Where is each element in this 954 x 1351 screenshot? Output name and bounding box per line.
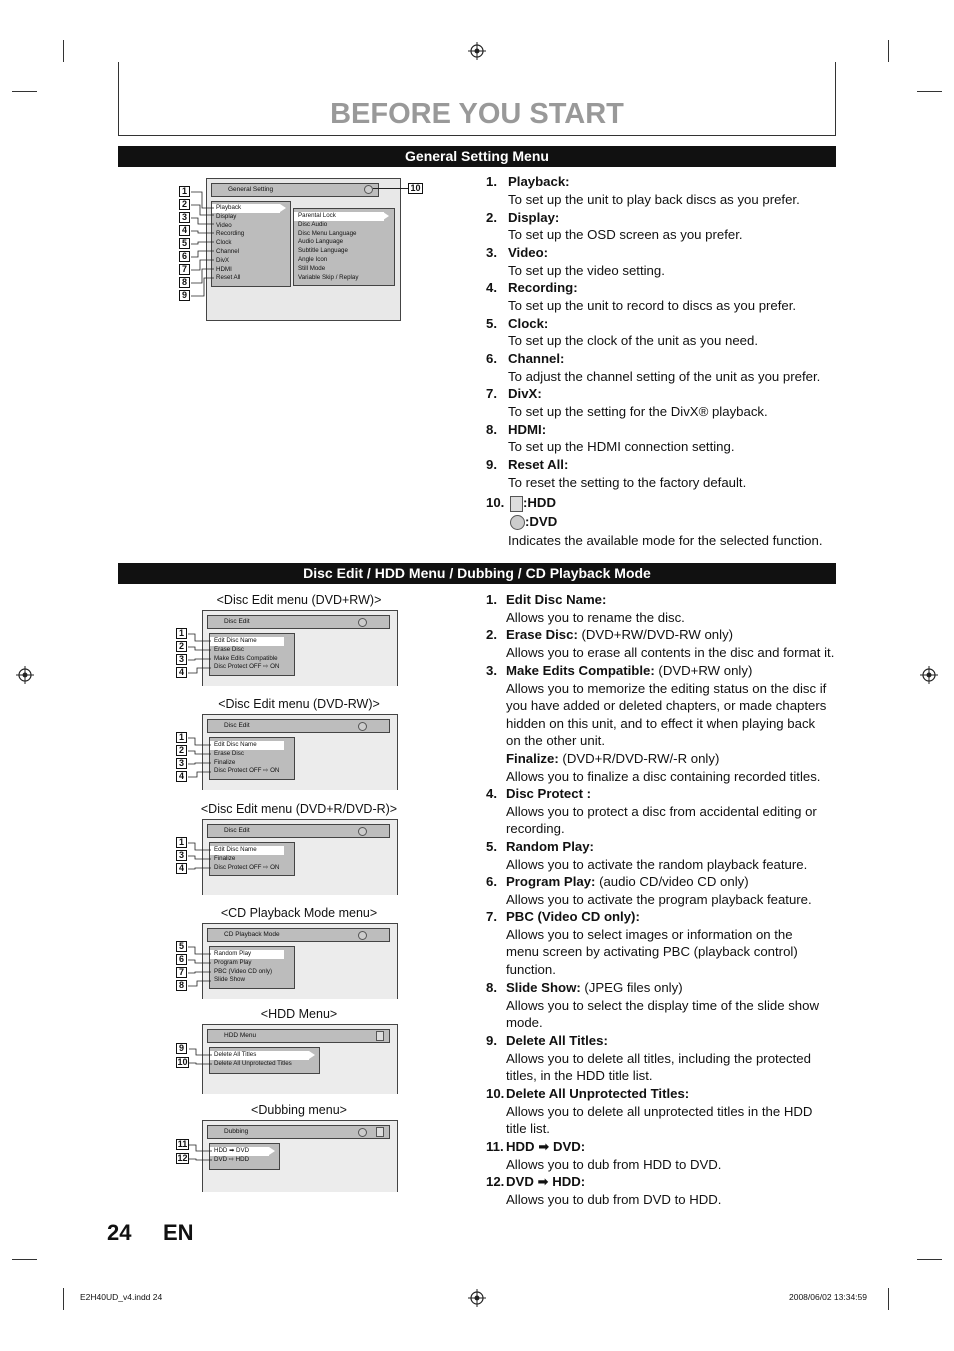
item-number: 9.	[486, 1033, 497, 1048]
item-label: Delete All Unprotected Titles:	[506, 1086, 690, 1101]
callout-leader-line	[373, 188, 408, 189]
item-label: Disc Protect :	[506, 786, 592, 801]
menu-item[interactable]: Delete All Unprotected Titles	[214, 1059, 292, 1067]
callout-number: 3	[176, 758, 187, 769]
crop-mark	[63, 1288, 64, 1310]
dvd-disc-icon	[358, 618, 367, 627]
menu-item-hdmi[interactable]: HDMI	[216, 265, 232, 273]
item-desc: To reset the setting to the factory default.	[508, 474, 747, 490]
item-label: DVD ➡ HDD:	[506, 1174, 586, 1189]
callout-number: 9	[179, 290, 190, 301]
screen-header	[211, 183, 379, 197]
item-desc: Allows you to activate the program playback feature.	[506, 891, 812, 907]
callout-number: 12	[177, 1153, 188, 1163]
item-number: 8.	[486, 980, 497, 995]
crop-mark	[888, 40, 889, 62]
crop-mark	[917, 91, 942, 92]
menu-item-clock[interactable]: Clock	[216, 239, 232, 247]
menu-item[interactable]: Make Edits Compatible	[214, 654, 278, 662]
item-label: Playback:	[508, 174, 570, 189]
callout-number: 3	[176, 850, 187, 861]
callout-leader-lines	[187, 732, 213, 782]
submenu-item[interactable]: Variable Skip / Replay	[298, 273, 359, 281]
menu-item[interactable]: Disc Protect OFF ⇨ ON	[214, 863, 280, 871]
submenu-item[interactable]: Subtitle Language	[298, 247, 348, 255]
item-label: Clock:	[508, 315, 549, 331]
menu-item[interactable]: Disc Protect OFF ⇨ ON	[214, 767, 280, 775]
item-title	[506, 1173, 585, 1191]
submenu-arrow-icon	[383, 212, 389, 220]
screen-caption: <HDD Menu>	[260, 1007, 338, 1021]
callout-number: 1	[179, 186, 190, 197]
hdd-menu-screen	[202, 1024, 398, 1094]
item-number: 3.	[486, 663, 497, 678]
hdd-icon	[376, 1127, 384, 1137]
hdd-icon	[376, 1031, 384, 1041]
item-label: DivX:	[508, 386, 542, 401]
item-title	[506, 1032, 608, 1050]
callout-number: 2	[176, 641, 187, 652]
item-desc: Allows you to select images or information on the menu screen by activating PBC (playback control) function.	[506, 926, 798, 977]
item-number: 4.	[486, 280, 497, 295]
callout-leader-lines	[190, 186, 220, 301]
item-number: 10.	[486, 495, 505, 510]
disc-edit-menu	[209, 633, 295, 676]
dvd-disc-icon	[358, 931, 367, 940]
callout-number: 5	[176, 941, 187, 952]
item-desc: Allows you to delete all unprotected titles in the HDD title list.	[506, 1103, 813, 1137]
item-desc: To set up the unit to record to discs as you prefer.	[508, 297, 797, 313]
menu-item[interactable]: Finalize	[214, 854, 236, 862]
screen-caption: <Disc Edit menu (DVD+RW)>	[216, 593, 382, 607]
crop-mark	[888, 1288, 889, 1310]
dvd-disc-icon	[358, 1128, 367, 1137]
menu-item[interactable]: Edit Disc Name	[210, 741, 284, 750]
screen-caption: <Dubbing menu>	[251, 1103, 347, 1117]
item-desc: To set up the setting for the DivX® playback.	[508, 403, 768, 419]
page-title: BEFORE YOU START	[330, 98, 624, 130]
registration-mark-icon	[468, 42, 486, 60]
callout-number: 3	[176, 654, 187, 665]
item-label: Delete All Titles:	[506, 1033, 608, 1048]
callout-leader-lines	[187, 941, 213, 991]
item-number: 6.	[486, 351, 497, 366]
item-number: 12.	[486, 1174, 505, 1189]
item-desc: Indicates the available mode for the selected function.	[508, 533, 823, 548]
item-desc: Allows you to dub from DVD to HDD.	[506, 1191, 722, 1207]
item-title	[506, 626, 733, 644]
screen-header-label: Disc Edit	[224, 722, 250, 729]
page-number: 24	[107, 1220, 132, 1245]
item-note: (JPEG files only)	[580, 980, 683, 995]
item-label-dvd	[510, 513, 557, 531]
item-label: Channel:	[508, 351, 565, 366]
callout-number: 9	[176, 1043, 187, 1054]
item-title	[506, 838, 594, 856]
callout-number: 2	[179, 199, 190, 210]
item-note: (DVD+RW/DVD-RW only)	[577, 627, 734, 642]
item-number: 2.	[486, 209, 497, 225]
item-number: 2.	[486, 627, 497, 642]
dvd-disc-icon	[510, 515, 525, 530]
item-label: HDD ➡ DVD:	[506, 1139, 586, 1154]
item-number: 6.	[486, 874, 497, 889]
menu-item[interactable]: Edit Disc Name	[210, 846, 284, 855]
item-title	[506, 785, 591, 803]
screen-caption: <Disc Edit menu (DVD+R/DVD-R)>	[200, 802, 398, 816]
item-title	[506, 662, 752, 680]
item-desc: To set up the unit to play back discs as you prefer.	[508, 191, 800, 207]
submenu-arrow-icon	[309, 1051, 315, 1059]
screen-caption: <CD Playback Mode menu>	[220, 906, 378, 920]
callout-number: 5	[179, 238, 190, 249]
callout-number: 4	[176, 771, 187, 782]
item-desc: Allows you to activate the random playback feature.	[506, 856, 808, 872]
menu-item[interactable]: Delete All Titles	[210, 1051, 309, 1060]
submenu-item[interactable]: Angle Icon	[298, 255, 328, 263]
disc-edit-menu	[209, 737, 295, 780]
crop-mark	[917, 1259, 942, 1260]
item-label: Random Play:	[506, 839, 594, 854]
item-label-hdd	[510, 494, 556, 512]
item-number: 7.	[486, 909, 497, 924]
item-label: Recording:	[508, 280, 578, 295]
screen-header-label: Dubbing	[224, 1128, 249, 1135]
item-desc: Allows you to rename the disc.	[506, 609, 685, 625]
submenu-item[interactable]: Disc Menu Language	[298, 229, 357, 237]
item-number: 8.	[486, 421, 497, 437]
item-number: 9.	[486, 457, 497, 472]
item-desc: Allows you to select the display time of the slide show mode.	[506, 997, 819, 1031]
callout-number: 1	[176, 628, 187, 639]
menu-item[interactable]: Random Play	[210, 950, 284, 959]
menu-item-divx[interactable]: DivX	[216, 256, 230, 264]
disc-edit-dvdrw-minus-screen	[202, 714, 398, 790]
section-heading-disc: Disc Edit / HDD Menu / Dubbing / CD Playback Mode	[118, 563, 836, 584]
submenu-arrow-icon	[269, 1147, 275, 1155]
menu-item[interactable]: Finalize	[214, 758, 236, 766]
item-number: 11.	[486, 1139, 504, 1154]
callout-number: 8	[176, 980, 187, 991]
menu-item[interactable]: DVD ⇨ HDD	[214, 1155, 250, 1163]
item-number: 3.	[486, 245, 497, 260]
disc-edit-menu	[209, 842, 295, 876]
menu-item-video[interactable]: Video	[216, 221, 232, 229]
item-label: Program Play:	[506, 874, 596, 889]
dvd-disc-icon	[364, 185, 373, 194]
item-label: Display:	[508, 209, 560, 225]
callout-leader-lines	[188, 1139, 214, 1164]
item-label: Erase Disc:	[506, 627, 578, 642]
menu-item-recording[interactable]: Recording	[216, 230, 245, 238]
item-desc: Allows you to dub from HDD to DVD.	[506, 1156, 722, 1172]
general-left-menu	[211, 201, 291, 287]
menu-item[interactable]: PBC (Video CD only)	[214, 967, 273, 975]
item-desc: To set up the HDMI connection setting.	[508, 439, 735, 455]
dubbing-screen	[202, 1120, 398, 1192]
callout-number: 8	[179, 277, 190, 288]
submenu-item[interactable]: Audio Language	[298, 238, 344, 246]
registration-mark-icon	[16, 666, 34, 684]
general-setting-screen	[206, 178, 401, 321]
screen-header	[207, 1029, 390, 1043]
menu-item[interactable]: Slide Show	[214, 976, 245, 984]
item-desc: Allows you to memorize the editing status on the disc if you have added or deleted chapters, or made chapters hidden on this unit, and to effect it when playing back on the other unit.	[506, 680, 827, 749]
item-title	[506, 1138, 585, 1156]
disc-edit-dvdrw-plus-screen	[202, 610, 398, 686]
callout-number: 10	[177, 1057, 188, 1067]
item-desc: Allows you to protect a disc from accidental editing or recording.	[506, 803, 817, 837]
screen-header-label: Disc Edit	[224, 827, 250, 834]
item-desc: Allows you to erase all contents in the disc and format it.	[506, 644, 835, 660]
callout-number: 6	[179, 251, 190, 262]
menu-item-reset-all[interactable]: Reset All	[216, 274, 241, 282]
screen-header-label: HDD Menu	[224, 1032, 257, 1039]
callout-number: 4	[179, 225, 190, 236]
crop-mark	[12, 91, 37, 92]
item-label: Reset All:	[508, 457, 569, 472]
menu-item[interactable]: Edit Disc Name	[210, 637, 284, 646]
crop-mark	[63, 40, 64, 62]
item-title	[506, 979, 683, 997]
registration-mark-icon	[468, 1289, 486, 1307]
dvd-label: :DVD	[525, 514, 558, 529]
callout-number: 10	[408, 183, 423, 194]
registration-mark-icon	[920, 666, 938, 684]
title-frame-bottom	[118, 135, 836, 136]
menu-item-display[interactable]: Display	[216, 212, 237, 220]
menu-item-channel[interactable]: Channel	[216, 247, 240, 255]
dvd-disc-icon	[358, 722, 367, 731]
language-label: EN	[163, 1220, 194, 1245]
screen-header-label: Disc Edit	[224, 618, 250, 625]
item-label: Edit Disc Name:	[506, 592, 607, 607]
item-number: 1.	[486, 592, 497, 607]
item-desc: Allows you to delete all titles, including the protected titles, in the HDD title list.	[506, 1050, 811, 1084]
item-number: 7.	[486, 386, 497, 401]
cd-playback-mode-screen	[202, 923, 398, 999]
menu-item[interactable]: Program Play	[214, 958, 252, 966]
item-desc: To adjust the channel setting of the unit as you prefer.	[508, 368, 821, 384]
item-note: (audio CD/video CD only)	[595, 874, 749, 889]
item-desc: To set up the OSD screen as you prefer.	[508, 227, 743, 243]
callout-leader-lines	[187, 837, 213, 877]
crop-mark	[12, 1259, 37, 1260]
callout-number: 7	[176, 967, 187, 978]
submenu-item[interactable]: Disc Audio	[298, 220, 328, 228]
item-note: (DVD+RW only)	[654, 663, 753, 678]
item-title	[506, 1085, 689, 1103]
item-title	[506, 750, 719, 768]
item-label: Video:	[508, 245, 549, 260]
screen-header-label: CD Playback Mode	[224, 931, 280, 938]
callout-number: 3	[179, 212, 190, 223]
menu-item[interactable]: Disc Protect OFF ⇨ ON	[214, 663, 280, 671]
menu-item[interactable]: HDD ➡ DVD	[210, 1147, 269, 1156]
item-number: 1.	[486, 174, 497, 189]
dvd-disc-icon	[358, 827, 367, 836]
section-heading-general: General Setting Menu	[118, 146, 836, 167]
item-number: 5.	[486, 839, 497, 854]
item-number: 5.	[486, 315, 497, 331]
hdd-icon	[510, 496, 523, 512]
item-number: 4.	[486, 786, 497, 801]
footer-filename: E2H40UD_v4.indd 24	[80, 1292, 163, 1302]
item-title	[506, 591, 606, 609]
item-title	[506, 908, 640, 926]
item-note: (DVD+R/DVD-RW/-R only)	[558, 751, 720, 766]
screen-caption: <Disc Edit menu (DVD-RW)>	[218, 697, 380, 711]
screen-header-label: General Setting	[228, 186, 274, 193]
disc-edit-dvdr-screen	[202, 819, 398, 895]
callout-number: 11	[177, 1139, 188, 1149]
cd-playback-menu	[209, 946, 295, 989]
callout-number: 7	[179, 264, 190, 275]
callout-number: 4	[176, 667, 187, 678]
callout-leader-lines	[188, 1043, 214, 1068]
submenu-item[interactable]: Parental Lock	[294, 212, 384, 221]
item-desc: To set up the video setting.	[508, 262, 665, 278]
callout-number: 6	[176, 954, 187, 965]
general-right-menu	[293, 208, 395, 286]
callout-leader-lines	[187, 628, 213, 678]
menu-item[interactable]: Erase Disc	[214, 645, 244, 653]
callout-number: 1	[176, 732, 187, 743]
menu-item[interactable]: Erase Disc	[214, 749, 244, 757]
item-desc: To set up the clock of the unit as you need.	[508, 333, 758, 349]
item-desc: Allows you to finalize a disc containing recorded titles.	[506, 768, 821, 784]
hdd-label: :HDD	[523, 495, 556, 510]
submenu-arrow-icon	[280, 204, 286, 212]
item-title	[506, 873, 749, 891]
callout-number: 4	[176, 863, 187, 874]
footer-timestamp: 2008/06/02 13:34:59	[789, 1292, 867, 1302]
menu-item-playback[interactable]: Playback	[212, 204, 280, 213]
submenu-item[interactable]: Still Mode	[298, 264, 326, 272]
item-number: 10.	[486, 1086, 505, 1101]
callout-number: 1	[176, 837, 187, 848]
item-label: Finalize:	[506, 751, 559, 766]
item-label: Slide Show:	[506, 980, 581, 995]
item-label: PBC (Video CD only):	[506, 909, 640, 924]
callout-number: 2	[176, 745, 187, 756]
item-label: Make Edits Compatible:	[506, 663, 655, 678]
item-label: HDMI:	[508, 421, 547, 437]
hdd-menu	[209, 1047, 320, 1074]
